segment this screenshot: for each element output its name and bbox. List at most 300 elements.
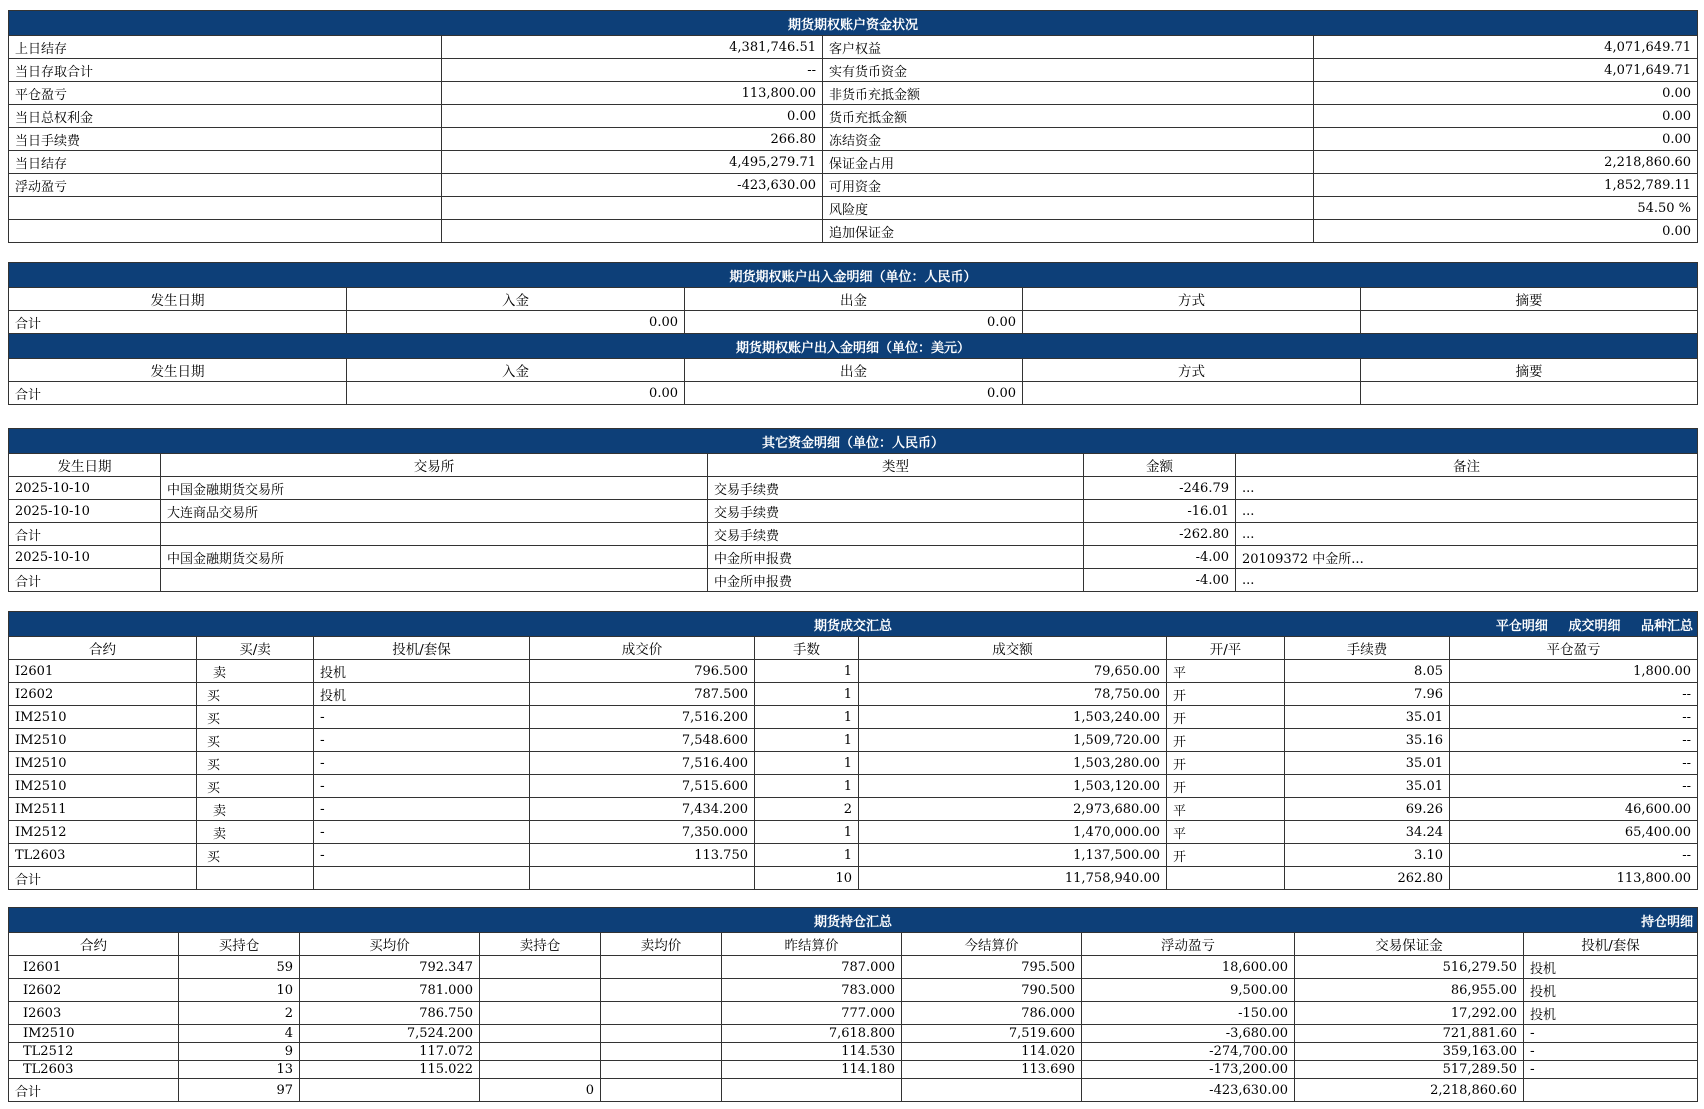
table-cell: 7,516.400 xyxy=(530,752,755,775)
table-cell: 9 xyxy=(179,1043,300,1061)
table-cell: - xyxy=(314,821,530,844)
table-cell: 平 xyxy=(1167,660,1285,683)
table-cell: 2 xyxy=(179,1002,300,1025)
table-cell: 1 xyxy=(755,683,859,706)
table-cell: 中金所申报费 xyxy=(708,546,1084,569)
table-cell: - xyxy=(314,775,530,798)
table-cell: 买 xyxy=(197,752,314,775)
funds-value: 0.00 xyxy=(1314,128,1698,151)
funds-label: 可用资金 xyxy=(823,174,1314,197)
funds-row xyxy=(9,36,1698,59)
position-row xyxy=(9,1043,1698,1061)
funds-row xyxy=(9,151,1698,174)
table-cell: 买 xyxy=(197,683,314,706)
funds-label: 保证金占用 xyxy=(823,151,1314,174)
table-cell: 7,618.800 xyxy=(722,1025,902,1043)
table-cell: -- xyxy=(1450,729,1698,752)
table-cell: 投机 xyxy=(1524,979,1698,1002)
total-cell xyxy=(1167,867,1285,890)
total-cell: 合计 xyxy=(9,1079,179,1102)
trade-row xyxy=(9,729,1698,752)
trades-total-row xyxy=(9,867,1698,890)
table-cell: 7,350.000 xyxy=(530,821,755,844)
table-cell: 9,500.00 xyxy=(1082,979,1295,1002)
table-cell: - xyxy=(314,729,530,752)
table-cell: - xyxy=(314,752,530,775)
funds-value: 54.50 % xyxy=(1314,197,1698,220)
table-cell: 2025-10-10 xyxy=(9,546,161,569)
funds-value: 1,852,789.11 xyxy=(1314,174,1698,197)
positions-total-row xyxy=(9,1079,1698,1102)
other-funds-header-row xyxy=(9,454,1698,477)
funds-label: 当日手续费 xyxy=(9,128,442,151)
positions-links xyxy=(1625,911,1693,930)
trade-row xyxy=(9,752,1698,775)
column-header: 备注 xyxy=(1236,454,1698,477)
funds-label: 实有货币资金 xyxy=(823,59,1314,82)
funds-label: 浮动盈亏 xyxy=(9,174,442,197)
total-cell: 合计 xyxy=(9,311,347,334)
table-cell: 投机 xyxy=(1524,1002,1698,1025)
trades-links xyxy=(1480,615,1693,634)
funds-value: 4,071,649.71 xyxy=(1314,36,1698,59)
table-cell: 7,548.600 xyxy=(530,729,755,752)
total-cell xyxy=(1023,382,1361,405)
positions-table xyxy=(8,907,1698,1102)
table-cell: 开 xyxy=(1167,706,1285,729)
table-cell: 13 xyxy=(179,1061,300,1079)
table-cell: 1 xyxy=(755,660,859,683)
table-cell: 786.750 xyxy=(300,1002,480,1025)
table-cell: 35.16 xyxy=(1285,729,1450,752)
table-cell: 113.690 xyxy=(902,1061,1082,1079)
table-cell: - xyxy=(314,706,530,729)
trade-row xyxy=(9,798,1698,821)
table-cell: 1 xyxy=(755,775,859,798)
table-cell: 786.000 xyxy=(902,1002,1082,1025)
total-cell xyxy=(197,867,314,890)
funds-label xyxy=(9,197,442,220)
column-header: 合约 xyxy=(9,933,179,956)
table-cell xyxy=(601,1061,722,1079)
table-cell: 777.000 xyxy=(722,1002,902,1025)
table-cell: I2601 xyxy=(9,660,197,683)
position-row xyxy=(9,979,1698,1002)
funds-value: 0.00 xyxy=(1314,82,1698,105)
funds-value: 4,495,279.71 xyxy=(442,151,823,174)
table-cell: 86,955.00 xyxy=(1295,979,1524,1002)
table-cell: IM2510 xyxy=(9,775,197,798)
funds-value: 0.00 xyxy=(442,105,823,128)
table-cell: - xyxy=(314,844,530,867)
table-cell: 35.01 xyxy=(1285,752,1450,775)
table-cell: 18,600.00 xyxy=(1082,956,1295,979)
table-cell: 790.500 xyxy=(902,979,1082,1002)
table-cell xyxy=(601,1002,722,1025)
table-cell: 792.347 xyxy=(300,956,480,979)
trade-row xyxy=(9,821,1698,844)
table-cell: 买 xyxy=(197,775,314,798)
table-cell: 1 xyxy=(755,729,859,752)
io-rmb-total-row xyxy=(9,311,1698,334)
table-cell: 783.000 xyxy=(722,979,902,1002)
column-header: 平仓盈亏 xyxy=(1450,637,1698,660)
column-header: 投机/套保 xyxy=(1524,933,1698,956)
trades-table xyxy=(8,611,1698,890)
table-cell: 平 xyxy=(1167,798,1285,821)
column-header: 买持仓 xyxy=(179,933,300,956)
table-cell: ... xyxy=(1236,477,1698,500)
table-cell: 交易手续费 xyxy=(708,500,1084,523)
table-cell: TL2603 xyxy=(9,844,197,867)
table-cell: 1,509,720.00 xyxy=(859,729,1167,752)
column-header: 发生日期 xyxy=(9,454,161,477)
table-cell: -- xyxy=(1450,683,1698,706)
table-cell: 买 xyxy=(197,706,314,729)
column-header: 摘要 xyxy=(1361,359,1698,382)
table-cell xyxy=(480,956,601,979)
table-cell xyxy=(601,1025,722,1043)
table-cell: I2602 xyxy=(9,683,197,706)
table-cell: 卖 xyxy=(197,821,314,844)
total-cell: 2,218,860.60 xyxy=(1295,1079,1524,1102)
table-cell: -- xyxy=(1450,706,1698,729)
table-cell: 1,137,500.00 xyxy=(859,844,1167,867)
io-usd-title: 期货期权账户出入金明细（单位：美元） xyxy=(9,334,1698,359)
total-cell xyxy=(314,867,530,890)
table-cell: 1 xyxy=(755,844,859,867)
table-cell: 中国金融期货交易所 xyxy=(161,477,708,500)
column-header: 买均价 xyxy=(300,933,480,956)
table-cell: 1,470,000.00 xyxy=(859,821,1167,844)
column-header: 出金 xyxy=(685,359,1023,382)
table-cell: 3.10 xyxy=(1285,844,1450,867)
table-cell: TL2512 xyxy=(9,1043,179,1061)
trades-title-text: 期货成交汇总 xyxy=(814,618,893,634)
funds-value: 2,218,860.60 xyxy=(1314,151,1698,174)
table-cell xyxy=(161,569,708,592)
table-cell: 平 xyxy=(1167,821,1285,844)
column-header: 投机/套保 xyxy=(314,637,530,660)
trade-row xyxy=(9,775,1698,798)
table-cell: 卖 xyxy=(197,798,314,821)
table-cell: IM2511 xyxy=(9,798,197,821)
funds-label xyxy=(9,220,442,243)
table-cell: 1 xyxy=(755,706,859,729)
table-cell: 359,163.00 xyxy=(1295,1043,1524,1061)
funds-value: 0.00 xyxy=(1314,105,1698,128)
trade-row xyxy=(9,683,1698,706)
trade-row xyxy=(9,706,1698,729)
table-cell: 交易手续费 xyxy=(708,477,1084,500)
table-cell: 中国金融期货交易所 xyxy=(161,546,708,569)
funds-label: 货币充抵金额 xyxy=(823,105,1314,128)
funds-value: -423,630.00 xyxy=(442,174,823,197)
table-cell: 1 xyxy=(755,752,859,775)
table-cell: 65,400.00 xyxy=(1450,821,1698,844)
table-cell: 69.26 xyxy=(1285,798,1450,821)
table-cell xyxy=(601,979,722,1002)
total-cell: 113,800.00 xyxy=(1450,867,1698,890)
total-cell: 0.00 xyxy=(347,382,685,405)
column-header: 浮动盈亏 xyxy=(1082,933,1295,956)
table-cell: 17,292.00 xyxy=(1295,1002,1524,1025)
total-cell xyxy=(1361,311,1698,334)
total-cell: 97 xyxy=(179,1079,300,1102)
funds-value: -- xyxy=(442,59,823,82)
table-cell: 开 xyxy=(1167,844,1285,867)
table-cell: 开 xyxy=(1167,729,1285,752)
table-cell: 2025-10-10 xyxy=(9,500,161,523)
funds-row xyxy=(9,82,1698,105)
table-cell xyxy=(480,1002,601,1025)
funds-row xyxy=(9,105,1698,128)
table-cell: I2601 xyxy=(9,956,179,979)
funds-label: 当日存取合计 xyxy=(9,59,442,82)
table-cell: -- xyxy=(1450,844,1698,867)
table-cell: 35.01 xyxy=(1285,706,1450,729)
total-cell xyxy=(530,867,755,890)
total-cell xyxy=(1524,1079,1698,1102)
table-cell: -4.00 xyxy=(1084,569,1236,592)
table-cell: 买 xyxy=(197,844,314,867)
table-cell: -274,700.00 xyxy=(1082,1043,1295,1061)
table-cell: I2602 xyxy=(9,979,179,1002)
column-header: 交易保证金 xyxy=(1295,933,1524,956)
table-cell: 投机 xyxy=(1524,956,1698,979)
table-cell: 2,973,680.00 xyxy=(859,798,1167,821)
column-header: 发生日期 xyxy=(9,359,347,382)
trades-title xyxy=(9,612,1698,637)
trades-header-row xyxy=(9,637,1698,660)
other-funds-row xyxy=(9,477,1698,500)
table-cell: 114.020 xyxy=(902,1043,1082,1061)
funds-row xyxy=(9,128,1698,151)
table-cell: -173,200.00 xyxy=(1082,1061,1295,1079)
table-cell: -- xyxy=(1450,775,1698,798)
io-table xyxy=(8,262,1698,405)
position-row xyxy=(9,1061,1698,1079)
table-cell: -3,680.00 xyxy=(1082,1025,1295,1043)
table-cell: 117.072 xyxy=(300,1043,480,1061)
table-cell: - xyxy=(314,798,530,821)
column-header: 方式 xyxy=(1023,288,1361,311)
link-trade-detail[interactable]: 成交明细 xyxy=(1568,619,1621,634)
table-cell: 517,289.50 xyxy=(1295,1061,1524,1079)
table-cell: 4 xyxy=(179,1025,300,1043)
table-cell: 开 xyxy=(1167,683,1285,706)
funds-value: 0.00 xyxy=(1314,220,1698,243)
table-cell: 大连商品交易所 xyxy=(161,500,708,523)
position-row xyxy=(9,956,1698,979)
other-funds-table xyxy=(8,428,1698,592)
table-cell: 787.500 xyxy=(530,683,755,706)
io-usd-total-row xyxy=(9,382,1698,405)
column-header: 合约 xyxy=(9,637,197,660)
table-cell: 59 xyxy=(179,956,300,979)
io-rmb-header-row xyxy=(9,288,1698,311)
column-header: 发生日期 xyxy=(9,288,347,311)
funds-label: 追加保证金 xyxy=(823,220,1314,243)
table-cell: 7,516.200 xyxy=(530,706,755,729)
table-cell: 卖 xyxy=(197,660,314,683)
column-header: 手续费 xyxy=(1285,637,1450,660)
table-cell: 8.05 xyxy=(1285,660,1450,683)
column-header: 摘要 xyxy=(1361,288,1698,311)
column-header: 卖持仓 xyxy=(480,933,601,956)
trade-row xyxy=(9,844,1698,867)
table-cell: 114.180 xyxy=(722,1061,902,1079)
table-cell: 113.750 xyxy=(530,844,755,867)
total-cell xyxy=(722,1079,902,1102)
column-header: 入金 xyxy=(347,359,685,382)
table-cell: ... xyxy=(1236,569,1698,592)
total-cell xyxy=(902,1079,1082,1102)
position-row xyxy=(9,1002,1698,1025)
table-cell xyxy=(480,979,601,1002)
column-header: 开/平 xyxy=(1167,637,1285,660)
table-cell: -246.79 xyxy=(1084,477,1236,500)
column-header: 方式 xyxy=(1023,359,1361,382)
table-cell: 1,800.00 xyxy=(1450,660,1698,683)
table-cell: 1 xyxy=(755,821,859,844)
table-cell: 516,279.50 xyxy=(1295,956,1524,979)
table-cell xyxy=(161,523,708,546)
table-cell: ... xyxy=(1236,523,1698,546)
total-cell: 0.00 xyxy=(685,382,1023,405)
positions-header-row xyxy=(9,933,1698,956)
table-cell: -150.00 xyxy=(1082,1002,1295,1025)
funds-label: 风险度 xyxy=(823,197,1314,220)
other-funds-row xyxy=(9,500,1698,523)
table-cell: 交易手续费 xyxy=(708,523,1084,546)
other-funds-row xyxy=(9,569,1698,592)
funds-value xyxy=(442,220,823,243)
trade-row xyxy=(9,660,1698,683)
total-cell: 262.80 xyxy=(1285,867,1450,890)
column-header: 类型 xyxy=(708,454,1084,477)
link-position-detail[interactable]: 持仓明细 xyxy=(1641,915,1694,930)
table-cell: 781.000 xyxy=(300,979,480,1002)
funds-table xyxy=(8,10,1698,243)
funds-label: 客户权益 xyxy=(823,36,1314,59)
funds-label: 非货币充抵金额 xyxy=(823,82,1314,105)
table-cell: ... xyxy=(1236,500,1698,523)
table-cell: 1,503,240.00 xyxy=(859,706,1167,729)
table-cell: 7,519.600 xyxy=(902,1025,1082,1043)
funds-label: 当日结存 xyxy=(9,151,442,174)
table-cell: 114.530 xyxy=(722,1043,902,1061)
table-cell: 合计 xyxy=(9,523,161,546)
table-cell: 中金所申报费 xyxy=(708,569,1084,592)
table-cell: -- xyxy=(1450,752,1698,775)
table-cell: -16.01 xyxy=(1084,500,1236,523)
table-cell: 投机 xyxy=(314,660,530,683)
funds-value xyxy=(442,197,823,220)
column-header: 买/卖 xyxy=(197,637,314,660)
table-cell: 买 xyxy=(197,729,314,752)
funds-row xyxy=(9,174,1698,197)
table-cell: 10 xyxy=(179,979,300,1002)
table-cell: 开 xyxy=(1167,775,1285,798)
table-cell: IM2510 xyxy=(9,752,197,775)
funds-value: 266.80 xyxy=(442,128,823,151)
column-header: 金额 xyxy=(1084,454,1236,477)
column-header: 出金 xyxy=(685,288,1023,311)
column-header: 手数 xyxy=(755,637,859,660)
table-cell: 7.96 xyxy=(1285,683,1450,706)
table-cell: 2 xyxy=(755,798,859,821)
link-close-detail[interactable]: 平仓明细 xyxy=(1495,619,1548,634)
table-cell: 7,434.200 xyxy=(530,798,755,821)
table-cell: 2025-10-10 xyxy=(9,477,161,500)
table-cell: 投机 xyxy=(314,683,530,706)
table-cell: -262.80 xyxy=(1084,523,1236,546)
total-cell: 0.00 xyxy=(347,311,685,334)
column-header: 交易所 xyxy=(161,454,708,477)
positions-title-text: 期货持仓汇总 xyxy=(814,914,893,930)
table-cell: IM2512 xyxy=(9,821,197,844)
table-cell: TL2603 xyxy=(9,1061,179,1079)
total-cell: 0.00 xyxy=(685,311,1023,334)
table-cell xyxy=(601,1043,722,1061)
total-cell: 11,758,940.00 xyxy=(859,867,1167,890)
column-header: 成交额 xyxy=(859,637,1167,660)
table-cell: -4.00 xyxy=(1084,546,1236,569)
table-cell: 721,881.60 xyxy=(1295,1025,1524,1043)
table-cell: 1,503,120.00 xyxy=(859,775,1167,798)
table-cell: 1,503,280.00 xyxy=(859,752,1167,775)
total-cell: -423,630.00 xyxy=(1082,1079,1295,1102)
funds-row xyxy=(9,59,1698,82)
table-cell: IM2510 xyxy=(9,729,197,752)
funds-label: 平仓盈亏 xyxy=(9,82,442,105)
table-cell: 合计 xyxy=(9,569,161,592)
funds-value: 4,381,746.51 xyxy=(442,36,823,59)
table-cell: - xyxy=(1524,1025,1698,1043)
other-funds-row xyxy=(9,523,1698,546)
funds-title: 期货期权账户资金状况 xyxy=(9,11,1698,36)
total-cell xyxy=(1023,311,1361,334)
positions-title xyxy=(9,908,1698,933)
table-cell xyxy=(480,1043,601,1061)
other-funds-row xyxy=(9,546,1698,569)
column-header: 成交价 xyxy=(530,637,755,660)
table-cell: 796.500 xyxy=(530,660,755,683)
funds-label: 上日结存 xyxy=(9,36,442,59)
total-cell xyxy=(1361,382,1698,405)
total-cell: 10 xyxy=(755,867,859,890)
io-rmb-title: 期货期权账户出入金明细（单位：人民币） xyxy=(9,263,1698,288)
table-cell: 46,600.00 xyxy=(1450,798,1698,821)
table-cell xyxy=(480,1025,601,1043)
link-product-summary[interactable]: 品种汇总 xyxy=(1641,619,1694,634)
table-cell: 开 xyxy=(1167,752,1285,775)
column-header: 卖均价 xyxy=(601,933,722,956)
table-cell xyxy=(601,956,722,979)
funds-label: 冻结资金 xyxy=(823,128,1314,151)
table-cell: I2603 xyxy=(9,1002,179,1025)
total-cell xyxy=(601,1079,722,1102)
total-cell: 合计 xyxy=(9,867,197,890)
table-cell: - xyxy=(1524,1043,1698,1061)
table-cell: 79,650.00 xyxy=(859,660,1167,683)
table-cell: 35.01 xyxy=(1285,775,1450,798)
funds-row xyxy=(9,220,1698,243)
total-cell: 合计 xyxy=(9,382,347,405)
total-cell: 0 xyxy=(480,1079,601,1102)
table-cell: 7,524.200 xyxy=(300,1025,480,1043)
